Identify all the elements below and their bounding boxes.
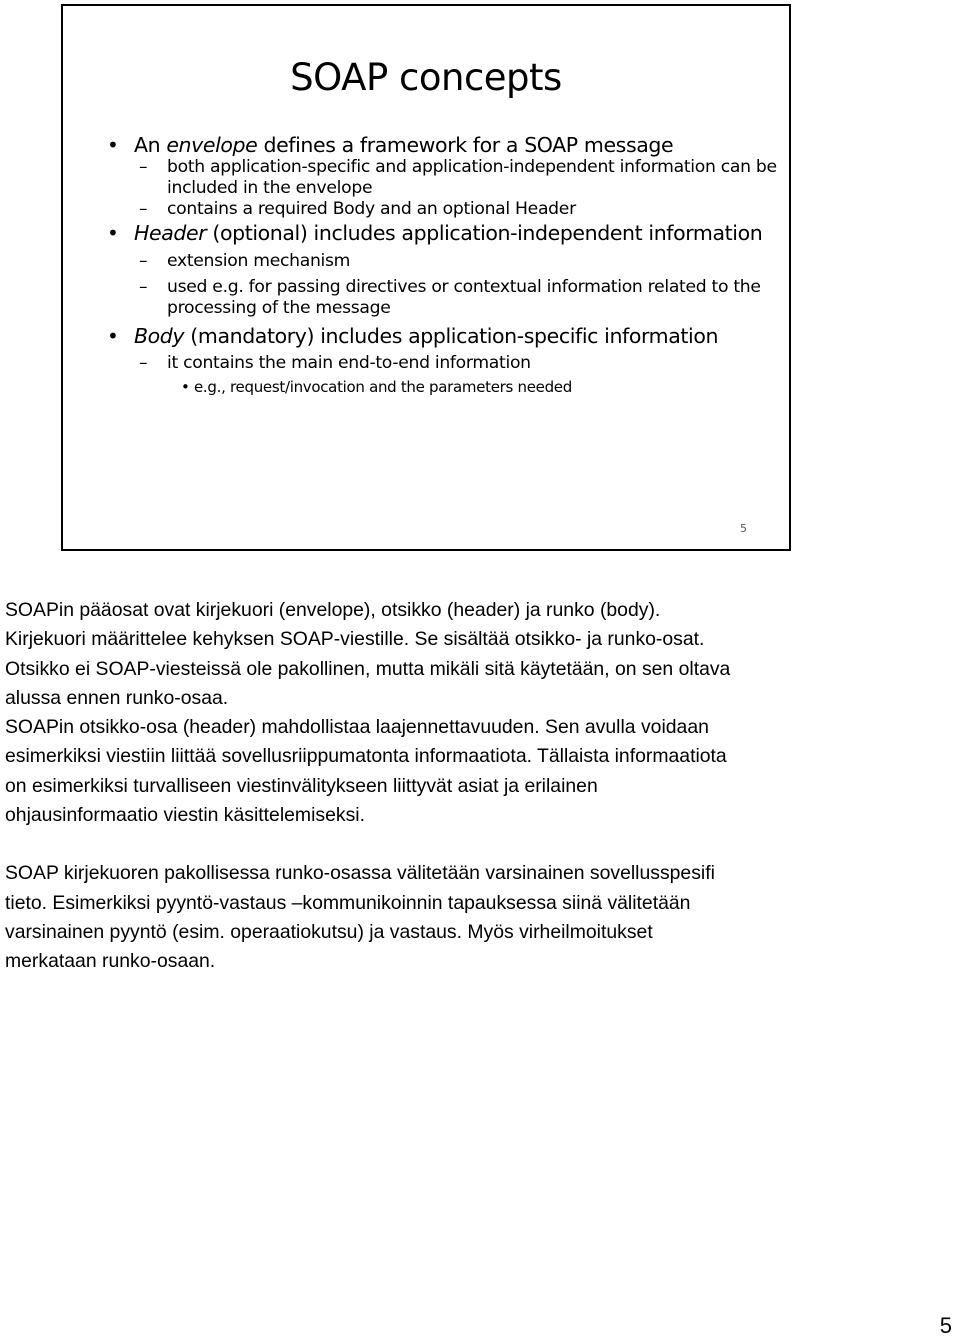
- sub-bullet: [107, 277, 777, 319]
- bullet-text: defines a framework for a SOAP message: [257, 133, 674, 157]
- sub-bullet: [107, 353, 777, 374]
- dash-marker: –: [139, 199, 148, 219]
- notes-line: SOAPin otsikko-osa (header) mahdollistaa laajennettavuuden. Sen avulla voidaan: [5, 716, 709, 739]
- bullet-emphasis: Header: [134, 221, 207, 245]
- dash-marker: –: [139, 157, 148, 177]
- notes-line: esimerkiksi viestiin liittää sovellusriippumatonta informaatiota. Tällaista informaatiota: [5, 745, 727, 768]
- notes-line: Kirjekuori määrittelee kehyksen SOAP-viestille. Se sisältää otsikko- ja runko-osat.: [5, 628, 705, 651]
- sub-bullet: [107, 199, 777, 220]
- bullet-header: [107, 222, 777, 245]
- dash-marker: –: [139, 251, 148, 271]
- notes-line: on esimerkiksi turvalliseen viestinvälitykseen liittyvät asiat ja erilainen: [5, 774, 598, 797]
- notes-line: SOAP kirjekuoren pakollisessa runko-osassa välitetään varsinainen sovellusspesifi: [5, 862, 715, 885]
- slide-number: 5: [740, 522, 747, 535]
- page-number: 5: [939, 1313, 952, 1338]
- sub-bullet-text: contains a required Body and an optional Header: [167, 199, 576, 219]
- bullet-marker: •: [181, 378, 190, 396]
- bullet-prefix: An: [134, 133, 167, 157]
- sub-bullet: [107, 157, 777, 199]
- notes-line: Otsikko ei SOAP-viesteissä ole pakollinen, mutta mikäli sitä käytetään, on sen oltava: [5, 657, 731, 680]
- paragraph-gap: [5, 830, 955, 859]
- slide-frame: [61, 4, 791, 551]
- sub-bullet: [107, 251, 777, 272]
- notes-line: alussa ennen runko-osaa.: [5, 686, 229, 709]
- bullet-emphasis: Body: [134, 324, 185, 348]
- bullet-envelope: [107, 134, 777, 157]
- speaker-notes: [5, 596, 955, 977]
- bullet-text: (mandatory) includes application-specific information: [184, 324, 719, 348]
- sub-sub-bullet-text: e.g., request/invocation and the parameters needed: [194, 378, 572, 396]
- notes-line: tieto. Esimerkiksi pyyntö-vastaus –kommunikoinnin tapauksessa siinä välitetään: [5, 891, 691, 914]
- dash-marker: –: [139, 353, 148, 373]
- notes-line: ohjausinformaatio viestin käsittelemiseksi.: [5, 804, 365, 827]
- sub-sub-bullet: [107, 378, 777, 397]
- slide-title: SOAP concepts: [290, 56, 562, 99]
- bullet-marker: •: [107, 133, 119, 157]
- notes-line: SOAPin pääosat ovat kirjekuori (envelope), otsikko (header) ja runko (body).: [5, 599, 661, 621]
- bullet-list: [107, 134, 777, 397]
- bullet-text: (optional) includes application-independent information: [206, 221, 763, 245]
- notes-line: varsinainen pyyntö (esim. operaatiokutsu) ja vastaus. Myös virheilmoitukset: [5, 920, 653, 943]
- sub-bullet-text: it contains the main end-to-end information: [167, 353, 531, 373]
- bullet-marker: •: [107, 324, 119, 348]
- bullet-marker: •: [107, 221, 119, 245]
- bullet-body: [107, 325, 777, 348]
- dash-marker: –: [139, 277, 148, 297]
- bullet-emphasis: envelope: [166, 133, 258, 157]
- sub-bullet-text: used e.g. for passing directives or contextual information related to the processing of the message: [167, 277, 761, 318]
- sub-bullet-text: both application-specific and application-independent information can be included in the envelope: [167, 157, 777, 198]
- notes-line: merkataan runko-osaan.: [5, 950, 216, 973]
- sub-bullet-text: extension mechanism: [167, 251, 351, 271]
